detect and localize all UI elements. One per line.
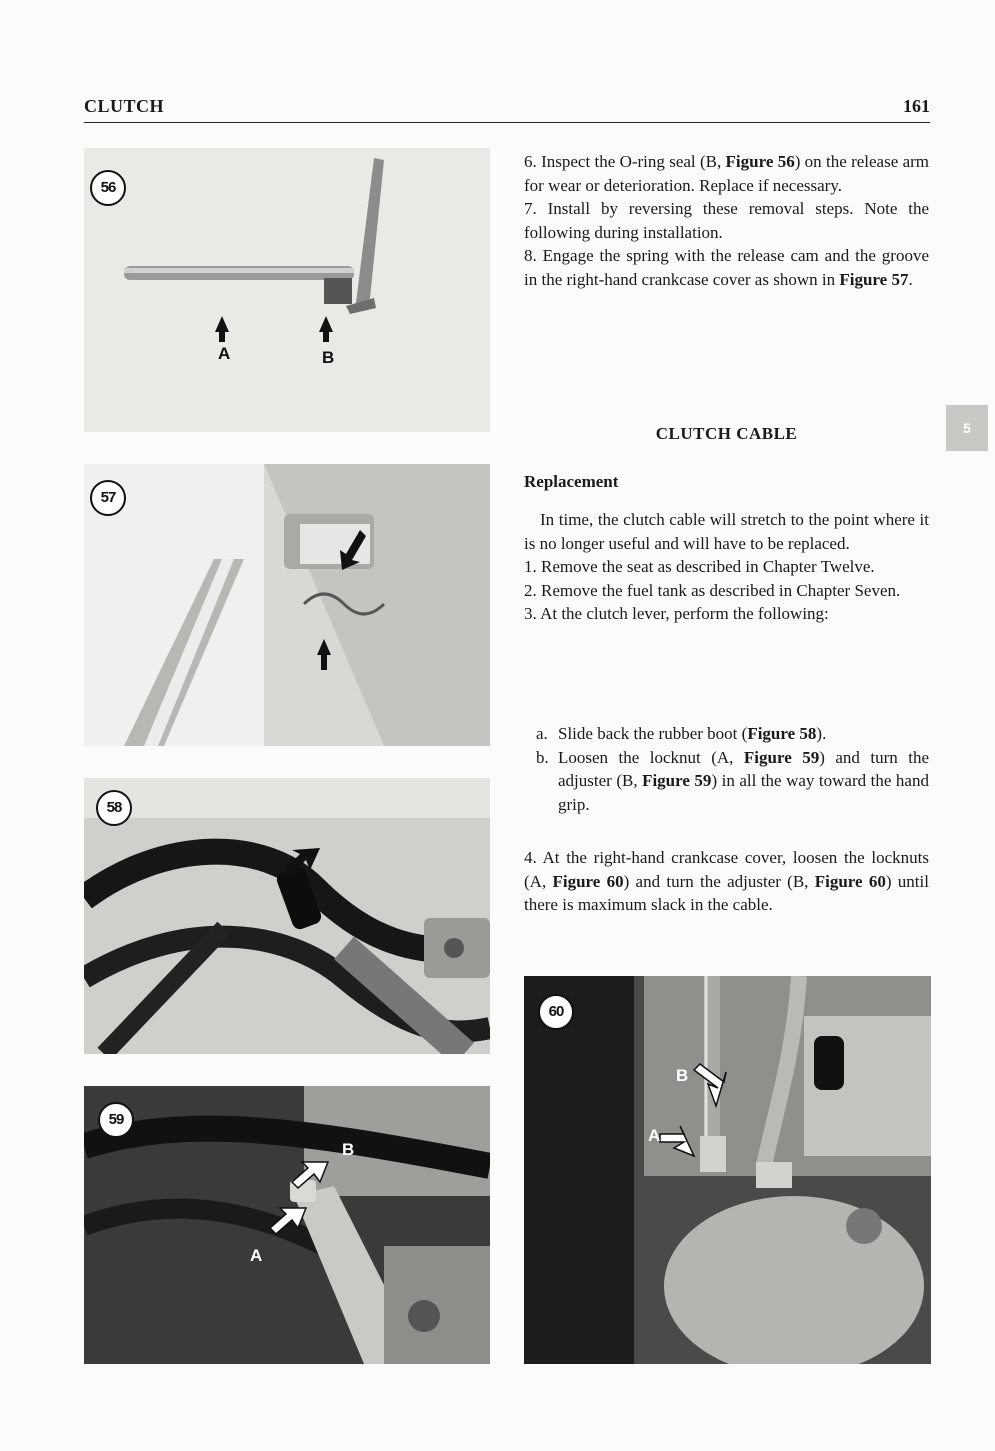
substep-b: b. Loosen the locknut (A, Figure 59) and turn the adjuster (B, Figure 59) in all the way toward the hand grip. (536, 747, 929, 814)
figure-56-number: 56 (90, 170, 126, 206)
step-6: 6. Inspect the O-ring seal (B, Figure 56) on the release arm for wear or deterioration. Replace if necessary. (524, 152, 930, 195)
section-title: CLUTCH CABLE (655, 424, 798, 443)
step-4: 4. At the right-hand crankcase cover, loosen the locknuts (A, Figure 60) and turn the adjuster (B, Figure 60) until there is maximum slack in the cable. (524, 848, 930, 915)
steps-top (524, 150, 929, 292)
figure-58-photo (84, 778, 490, 1054)
step-8: 8. Engage the spring with the release cam and the groove in the right-hand crankcase cover as shown in Figure 57. (524, 246, 929, 289)
substep-a: a. Slide back the rubber boot (Figure 58). (536, 724, 827, 743)
figure-57-number: 57 (90, 480, 126, 516)
figure-57-photo (84, 464, 490, 746)
page-number: 161 (903, 96, 930, 116)
figure-60-number: 60 (538, 994, 574, 1030)
chapter-title: CLUTCH (84, 96, 165, 116)
figure-56-label-a: A (218, 344, 231, 363)
figure-59-label-b: B (342, 1140, 355, 1159)
figure-58-number: 58 (96, 790, 132, 826)
intro-paragraph: In time, the clutch cable will stretch to the point where it is no longer useful and will have to be replaced. (524, 510, 929, 553)
crankcase-cover-adjuster-illustration (524, 976, 931, 1364)
replacement-steps (524, 508, 929, 626)
substeps-list (536, 722, 929, 816)
step-3: 3. At the clutch lever, perform the following: (524, 604, 829, 624)
figure-60-photo (524, 976, 931, 1364)
step-2: 2. Remove the fuel tank as described in Chapter Seven. (524, 580, 901, 600)
chapter-tab: 5 (946, 405, 988, 451)
page-header (84, 96, 930, 123)
clutch-lever-boot-illustration (84, 778, 490, 1054)
subsection-title: Replacement (524, 472, 619, 491)
step-7: 7. Install by reversing these removal steps. Note the following during installation. (524, 199, 930, 242)
figure-56-photo (84, 148, 490, 432)
step-1: 1. Remove the seat as described in Chapter Twelve. (524, 557, 875, 577)
figure-59-number: 59 (98, 1102, 134, 1138)
figure-59-photo (84, 1086, 490, 1364)
clutch-lever-adjuster-illustration (84, 1086, 490, 1364)
figure-56-label-b: B (322, 348, 335, 367)
figure-59-label-a: A (250, 1246, 263, 1265)
figure-60-label-b: B (676, 1066, 689, 1085)
step-4-block (524, 846, 929, 917)
figure-60-label-a: A (648, 1126, 661, 1145)
spring-release-cam-illustration (84, 464, 490, 746)
release-arm-illustration (84, 148, 490, 432)
